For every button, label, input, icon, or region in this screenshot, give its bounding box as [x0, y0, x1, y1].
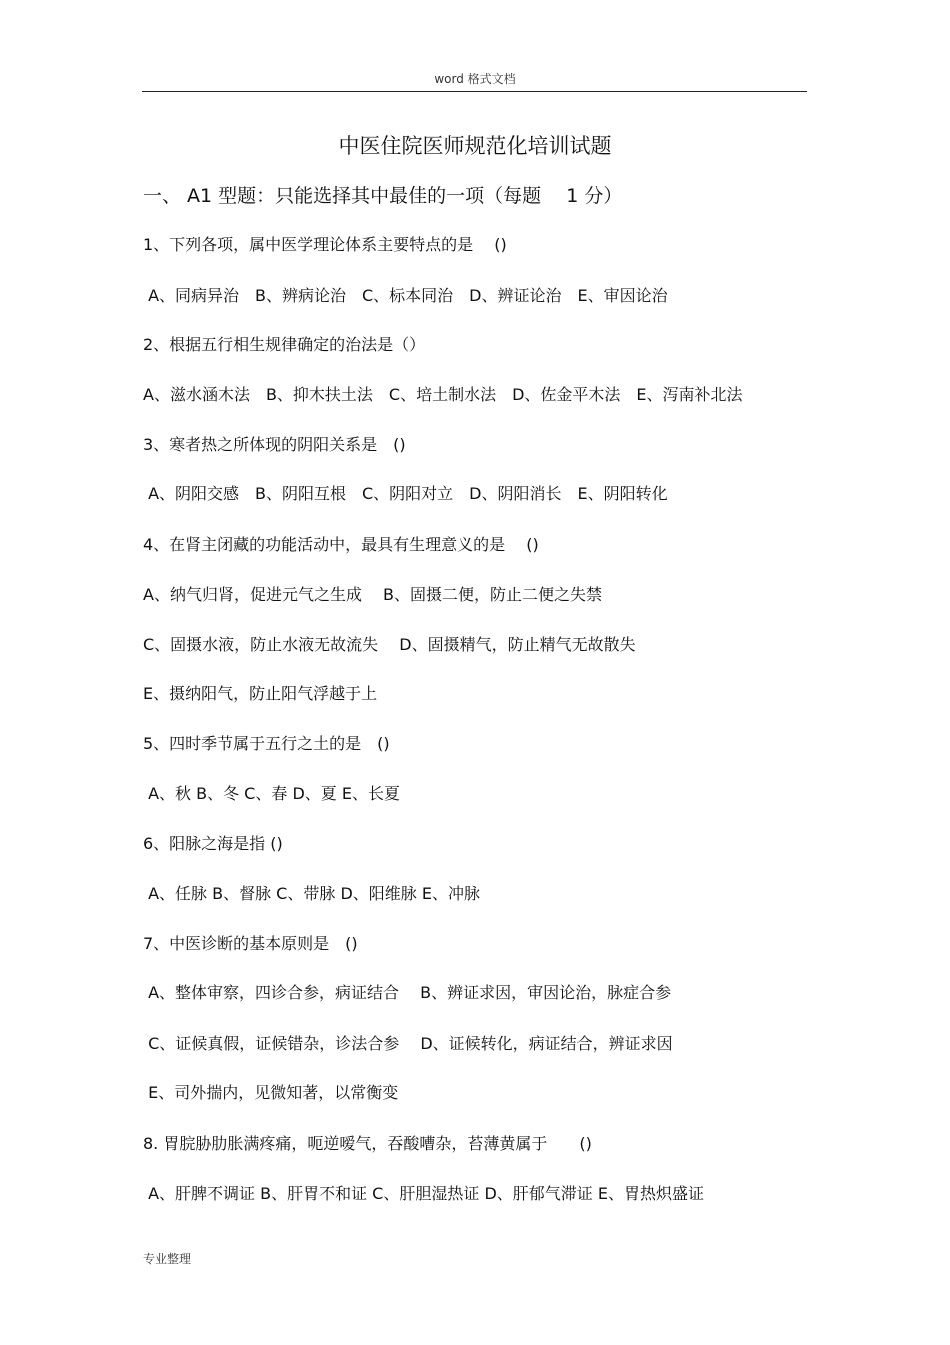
question-7: 7、中医诊断的基本原则是 ()	[143, 934, 358, 953]
header-divider	[142, 91, 807, 92]
question-4-option-e: E、摄纳阳气，防止阳气浮越于上	[143, 684, 378, 703]
question-1: 1、下列各项，属中医学理论体系主要特点的是 ()	[143, 235, 507, 254]
question-6-options: A、任脉 B、督脉 C、带脉 D、阳维脉 E、冲脉	[143, 884, 480, 903]
question-3: 3、寒者热之所体现的阴阳关系是 ()	[143, 435, 406, 454]
question-5: 5、四时季节属于五行之土的是 ()	[143, 734, 390, 753]
question-7-option-c-d: C、证候真假，证候错杂，诊法合参 D、证候转化，病证结合，辨证求因	[143, 1034, 673, 1053]
question-8-options: A、肝脾不调证 B、肝胃不和证 C、肝胆湿热证 D、肝郁气滞证 E、胃热炽盛证	[143, 1184, 704, 1203]
question-5-options: A、秋 B、冬 C、春 D、夏 E、长夏	[143, 784, 400, 803]
question-7-option-a-b: A、整体审察，四诊合参，病证结合 B、辨证求因，审因论治，脉症合参	[143, 983, 672, 1002]
question-1-options: A、同病异治 B、辨病论治 C、标本同治 D、辨证论治 E、审因论治	[143, 286, 668, 305]
question-2: 2、根据五行相生规律确定的治法是（）	[143, 335, 426, 354]
question-6: 6、阳脉之海是指 ()	[143, 834, 283, 853]
question-8: 8. 胃脘胁肋胀满疼痛，呃逆嗳气，吞酸嘈杂，苔薄黄属于 ()	[143, 1134, 592, 1153]
question-7-option-e: E、司外揣内，见微知著，以常衡变	[143, 1083, 399, 1102]
section-heading: 一、 A1 型题：只能选择其中最佳的一项（每题 1 分）	[143, 185, 623, 207]
document-title: 中医住院医师规范化培训试题	[338, 134, 612, 158]
question-4: 4、在肾主闭藏的功能活动中，最具有生理意义的是 ()	[143, 535, 539, 554]
question-4-option-c-d: C、固摄水液，防止水液无故流失 D、固摄精气，防止精气无故散失	[143, 635, 636, 654]
page-header: word 格式文档	[434, 72, 516, 86]
question-2-options: A、滋水涵木法 B、抑木扶土法 C、培土制水法 D、佐金平木法 E、泻南补北法	[143, 385, 743, 404]
page-footer: 专业整理	[143, 1252, 192, 1266]
question-3-options: A、阴阳交感 B、阴阳互根 C、阴阳对立 D、阴阳消长 E、阴阳转化	[143, 484, 668, 503]
question-4-option-a-b: A、纳气归肾，促进元气之生成 B、固摄二便，防止二便之失禁	[143, 585, 603, 604]
